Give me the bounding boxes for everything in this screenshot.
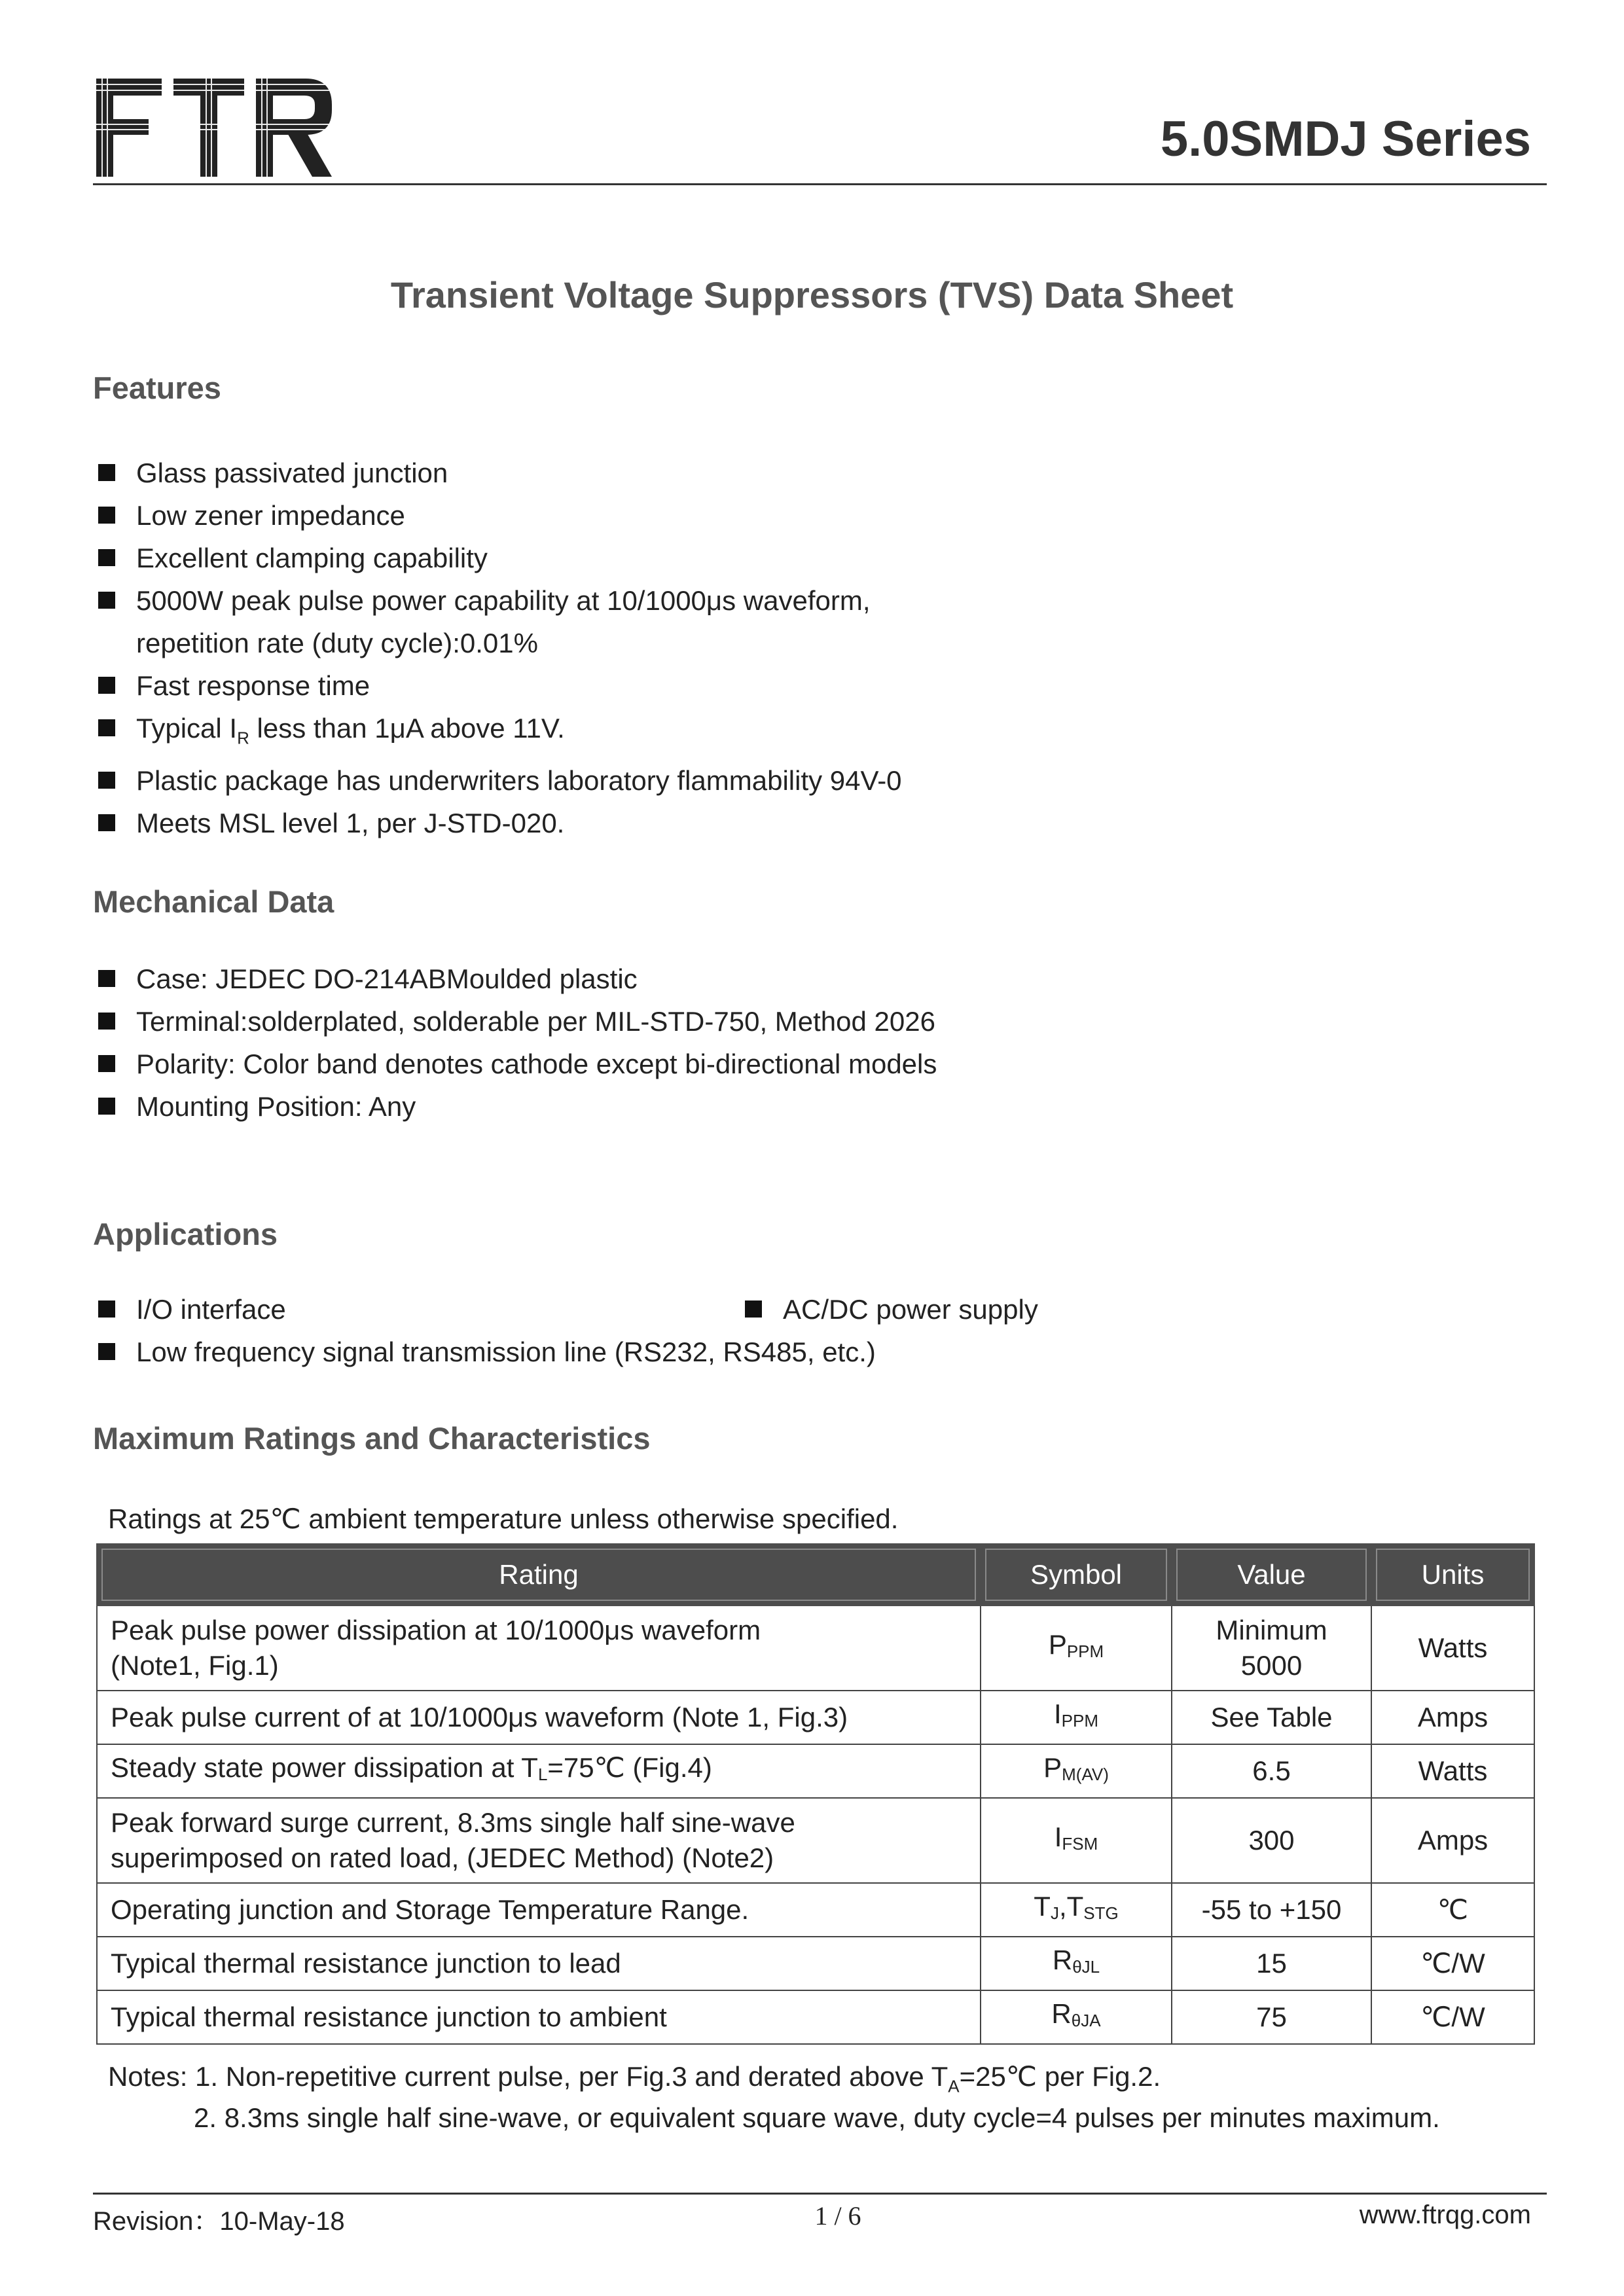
series-title: 5.0SMDJ Series [1160,111,1531,167]
features-heading: Features [93,370,221,405]
mechanical-list [98,958,1538,1128]
units-cell: Amps [1371,1691,1534,1744]
units-cell: ℃/W [1371,1990,1534,2044]
square-bullet-icon [98,549,115,566]
list-item: Meets MSL level 1, per J-STD-020. [98,802,1538,844]
rating-cell: Typical thermal resistance junction to lead [97,1937,981,1990]
ftr-logo [96,79,332,187]
revision-date: Revision：10-May-18 [93,2207,345,2236]
units-cell: ℃ [1371,1883,1534,1937]
column-header-units: Units [1371,1544,1534,1605]
list-item: Case: JEDEC DO-214ABMoulded plastic [98,958,1538,1000]
note-1: Notes: 1. Non-repetitive current pulse, per Fig.3 and derated above $T_A=25℃$ per Fig.2. [108,2061,1161,2096]
features-list [98,452,1538,844]
square-bullet-icon [98,507,115,524]
list-item: 5000W peak pulse power capability at 10/1000μs waveform, repetition rate (duty cycle):0.01% [98,579,1538,664]
rating-cell: Steady state power dissipation at $T_L=75℃$ (Fig.4) [97,1744,981,1798]
table-row [97,1990,1534,2044]
ratings-note: Ratings at 25℃ ambient temperature unless otherwise specified. [108,1503,899,1534]
table-row [97,1605,1534,1691]
column-header-value: Value [1172,1544,1371,1605]
list-item: Typical $I_R$ less than 1μA above 11V. [98,707,1538,759]
mechanical-heading: Mechanical Data [93,884,334,919]
value-cell: Minimum 5000 [1172,1605,1371,1691]
rating-cell: Peak pulse current of at 10/1000μs waveform (Note 1, Fig.3) [97,1691,981,1744]
square-bullet-icon [98,719,115,736]
column-header-symbol: Symbol [981,1544,1172,1605]
value-cell: 75 [1172,1990,1371,2044]
table-row [97,1744,1534,1798]
square-bullet-icon [98,1300,115,1318]
value-cell: -55 to +150 [1172,1883,1371,1937]
page-number: 1 / 6 [814,2201,861,2231]
note-2: 2. 8.3ms single half sine-wave, or equivalent square wave, duty cycle=4 pulses per minutes maximum. [194,2102,1440,2133]
symbol-cell: $P_{M(AV)}$ [981,1744,1172,1798]
document-title: Transient Voltage Suppressors (TVS) Data Sheet [390,274,1234,315]
square-bullet-icon [745,1300,762,1318]
list-item: Polarity: Color band denotes cathode except bi-directional models [98,1043,1538,1085]
table-row [97,1937,1534,1990]
list-item: Mounting Position: Any [98,1085,1538,1128]
list-item: Terminal:solderplated, solderable per MIL-STD-750, Method 2026 [98,1000,1538,1043]
symbol-cell: $R_{\theta JL}$ [981,1937,1172,1990]
units-cell: ℃/W [1371,1937,1534,1990]
value-cell: 6.5 [1172,1744,1371,1798]
units-cell: Watts [1371,1605,1534,1691]
rating-cell: Typical thermal resistance junction to ambient [97,1990,981,2044]
ratings-table [96,1543,1535,2045]
applications-heading: Applications [93,1217,278,1251]
column-header-rating: Rating [97,1544,981,1605]
table-row [97,1883,1534,1937]
square-bullet-icon [98,1055,115,1072]
table-row [97,1691,1534,1744]
header-divider [93,183,1547,185]
square-bullet-icon [98,814,115,831]
square-bullet-icon [98,970,115,987]
square-bullet-icon [98,464,115,481]
list-item: Plastic package has underwriters laboratory flammability 94V-0 [98,759,1538,802]
list-item: Low frequency signal transmission line (RS232, RS485, etc.) [98,1331,876,1373]
units-cell: Amps [1371,1798,1534,1883]
value-cell: 15 [1172,1937,1371,1990]
footer-divider [93,2193,1547,2195]
symbol-cell: $I_{FSM}$ [981,1798,1172,1883]
rating-cell: Peak pulse power dissipation at 10/1000μs waveform (Note1, Fig.1) [97,1605,981,1691]
square-bullet-icon [98,1013,115,1030]
table-row [97,1798,1534,1883]
symbol-cell: $P_{PPM}$ [981,1605,1172,1691]
square-bullet-icon [98,592,115,609]
list-item: I/O interface [98,1288,286,1331]
list-item: Glass passivated junction [98,452,1538,494]
rating-cell: Peak forward surge current, 8.3ms single half sine-wave superimposed on rated load, (JEDEC Method) (Note2) [97,1798,981,1883]
website-link[interactable]: www.ftrqg.com [1359,2200,1531,2229]
square-bullet-icon [98,677,115,694]
list-item: Fast response time [98,664,1538,707]
list-item: Excellent clamping capability [98,537,1538,579]
ratings-heading: Maximum Ratings and Characteristics [93,1421,651,1456]
square-bullet-icon [98,772,115,789]
symbol-cell: $I_{PPM}$ [981,1691,1172,1744]
symbol-cell: $R_{\theta JA}$ [981,1990,1172,2044]
symbol-cell: $T_J,T_{STG}$ [981,1883,1172,1937]
value-cell: 300 [1172,1798,1371,1883]
rating-cell: Operating junction and Storage Temperature Range. [97,1883,981,1937]
list-item: Low zener impedance [98,494,1538,537]
square-bullet-icon [98,1343,115,1360]
units-cell: Watts [1371,1744,1534,1798]
list-item: AC/DC power supply [745,1288,1038,1331]
square-bullet-icon [98,1098,115,1115]
value-cell: See Table [1172,1691,1371,1744]
